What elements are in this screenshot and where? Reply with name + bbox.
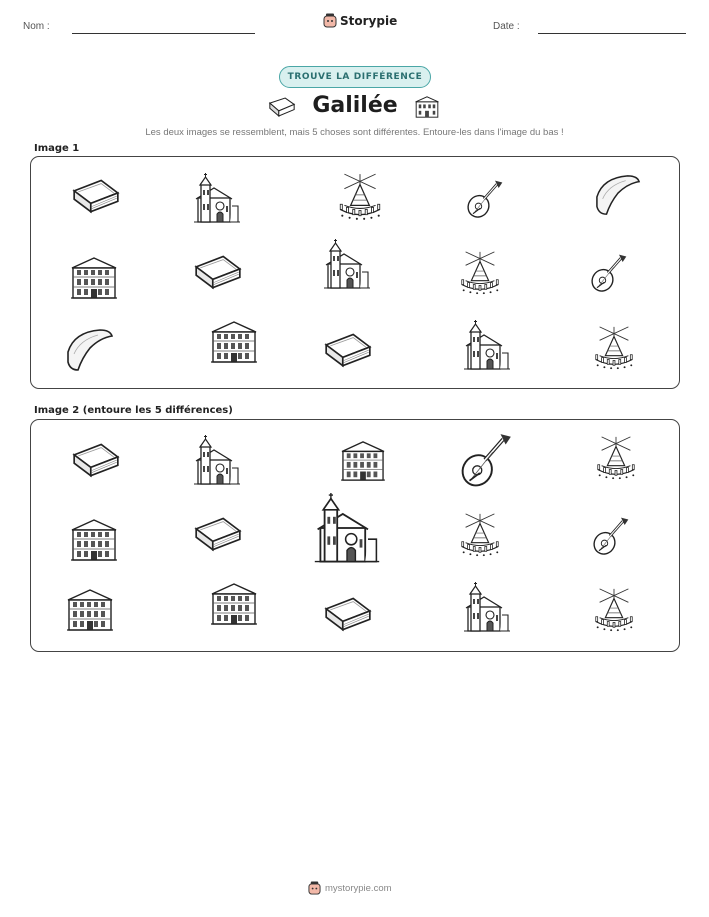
chandelier-icon[interactable] (456, 510, 504, 560)
lute-icon (586, 250, 630, 296)
building-icon (210, 320, 258, 364)
building-icon[interactable] (340, 440, 386, 482)
lute-icon[interactable] (588, 512, 632, 560)
book-icon (70, 172, 122, 216)
brand-logo (323, 13, 397, 29)
activity-badge: TROUVE LA DIFFÉRENCE (279, 66, 431, 88)
building-icon[interactable] (66, 588, 114, 632)
building-icon (413, 95, 441, 119)
name-field[interactable] (72, 33, 255, 34)
curved-lens-icon (64, 326, 116, 374)
church-icon (192, 172, 242, 224)
chandelier-icon (590, 322, 638, 374)
image1-label: Image 1 (34, 143, 80, 154)
building-icon (70, 256, 118, 300)
book-icon (192, 248, 244, 292)
chandelier-icon (456, 248, 504, 298)
footer (308, 881, 392, 896)
image2-label: Image 2 (entoure les 5 différences) (34, 405, 233, 416)
book-icon (266, 95, 298, 119)
storypie-mascot-icon (308, 881, 321, 896)
footer-site: mystorypie.com (325, 883, 392, 894)
book-icon[interactable] (70, 436, 122, 480)
lute-icon (462, 176, 506, 222)
name-label: Nom : (23, 21, 50, 32)
book-icon[interactable] (322, 590, 374, 634)
building-icon[interactable] (210, 582, 258, 626)
church-icon (322, 238, 372, 290)
book-icon[interactable] (192, 510, 244, 554)
church-icon[interactable] (462, 580, 512, 634)
church-icon[interactable] (312, 490, 382, 566)
brand-name: Storypie (340, 14, 398, 28)
chandelier-icon[interactable] (590, 584, 638, 636)
chandelier-icon[interactable] (592, 432, 640, 484)
curved-lens-icon (592, 172, 644, 218)
church-icon[interactable] (192, 434, 242, 486)
instructions-text: Les deux images se ressemblent, mais 5 choses sont différentes. Entoure-les dans l'image du bas ! (145, 127, 564, 138)
church-icon (462, 318, 512, 372)
date-field[interactable] (538, 33, 686, 34)
date-label: Date : (493, 21, 520, 32)
page-title: Galilée (312, 93, 398, 118)
chandelier-icon (334, 172, 386, 222)
lute-icon[interactable] (454, 428, 516, 492)
book-icon (322, 326, 374, 370)
building-icon[interactable] (70, 518, 118, 562)
storypie-mascot-icon (323, 13, 337, 29)
